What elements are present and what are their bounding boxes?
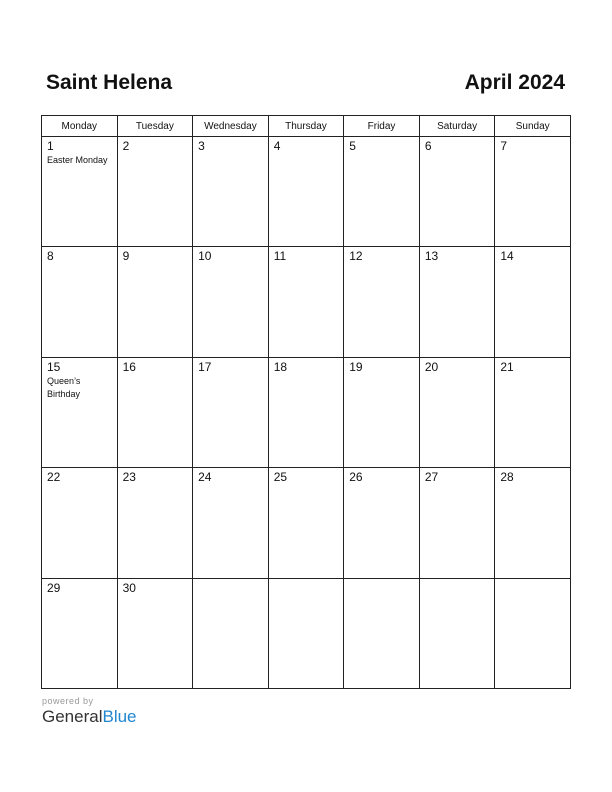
week-row — [42, 468, 571, 578]
brand-text-general: General — [42, 707, 103, 726]
day-cell — [419, 247, 495, 357]
day-cell — [268, 247, 344, 357]
day-number: 30 — [122, 580, 136, 595]
day-cell — [344, 247, 420, 357]
day-cell — [193, 357, 269, 467]
day-number: 8 — [47, 249, 54, 264]
day-number: 7 — [500, 139, 508, 153]
generalblue-logo — [42, 707, 137, 727]
weekday-header: Sunday — [495, 116, 571, 137]
day-number: 17 — [198, 359, 212, 374]
calendar-grid — [41, 115, 571, 689]
day-number: 11 — [273, 249, 287, 264]
day-number: 23 — [122, 470, 136, 485]
day-number: 19 — [349, 359, 363, 374]
day-cell — [193, 468, 269, 578]
day-number: 29 — [47, 580, 61, 595]
day-cell — [117, 468, 193, 578]
day-cell — [193, 578, 269, 688]
day-cell — [42, 357, 118, 467]
day-cell — [495, 578, 571, 688]
day-number: 6 — [424, 139, 432, 153]
weekday-header: Wednesday — [193, 116, 269, 137]
day-cell — [117, 578, 193, 688]
week-row — [42, 247, 571, 357]
powered-by-label: powered by — [42, 696, 94, 706]
day-cell — [344, 357, 420, 467]
weekday-header: Friday — [344, 116, 420, 137]
day-number: 24 — [198, 470, 212, 485]
day-cell — [42, 468, 118, 578]
day-cell — [419, 357, 495, 467]
day-number: 9 — [122, 249, 130, 264]
day-cell — [344, 468, 420, 578]
weekday-header: Tuesday — [117, 116, 193, 137]
holiday-label: Easter Monday — [47, 155, 108, 165]
day-number: 12 — [349, 249, 363, 264]
day-cell — [419, 578, 495, 688]
day-cell — [42, 247, 118, 357]
day-cell — [495, 357, 571, 467]
day-number: 15 — [47, 359, 61, 374]
day-number: 13 — [424, 249, 439, 264]
day-number: 5 — [349, 139, 356, 153]
holiday-label: Queen’s Birthday — [47, 375, 81, 399]
day-cell — [419, 468, 495, 578]
weekday-header: Saturday — [419, 116, 495, 137]
weekday-header: Thursday — [268, 116, 344, 137]
day-cell — [193, 247, 269, 357]
day-cell — [42, 578, 118, 688]
day-number: 3 — [198, 139, 205, 153]
day-number: 26 — [349, 470, 363, 485]
day-number: 25 — [273, 470, 288, 485]
day-cell — [419, 137, 495, 247]
day-cell — [268, 578, 344, 688]
calendar-month-title: April 2024 — [464, 71, 565, 94]
day-cell — [268, 137, 344, 247]
day-number: 10 — [198, 249, 212, 264]
day-number: 21 — [500, 359, 514, 374]
weekday-header-row — [42, 116, 571, 137]
day-cell — [117, 137, 193, 247]
calendar-country-title: Saint Helena — [46, 71, 173, 94]
brand-text-blue: Blue — [102, 707, 137, 726]
day-number: 4 — [273, 139, 281, 153]
day-cell — [344, 137, 420, 247]
day-number: 20 — [424, 359, 439, 374]
day-cell — [495, 137, 571, 247]
day-cell — [268, 357, 344, 467]
day-number: 1 — [47, 139, 54, 153]
week-row — [42, 578, 571, 688]
day-number: 16 — [122, 359, 136, 374]
day-number: 22 — [47, 470, 61, 485]
day-cell — [495, 468, 571, 578]
day-number: 2 — [122, 139, 130, 153]
day-number: 14 — [500, 249, 514, 264]
day-cell — [268, 468, 344, 578]
day-cell — [344, 578, 420, 688]
footer-branding — [42, 696, 137, 727]
day-cell — [495, 247, 571, 357]
day-cell — [117, 357, 193, 467]
day-number: 27 — [424, 470, 439, 485]
weekday-header: Monday — [42, 116, 118, 137]
day-cell — [117, 247, 193, 357]
week-row — [42, 357, 571, 467]
day-number: 28 — [500, 470, 514, 485]
day-cell — [42, 137, 118, 247]
day-number: 18 — [273, 359, 288, 374]
week-row — [42, 137, 571, 247]
day-cell — [193, 137, 269, 247]
